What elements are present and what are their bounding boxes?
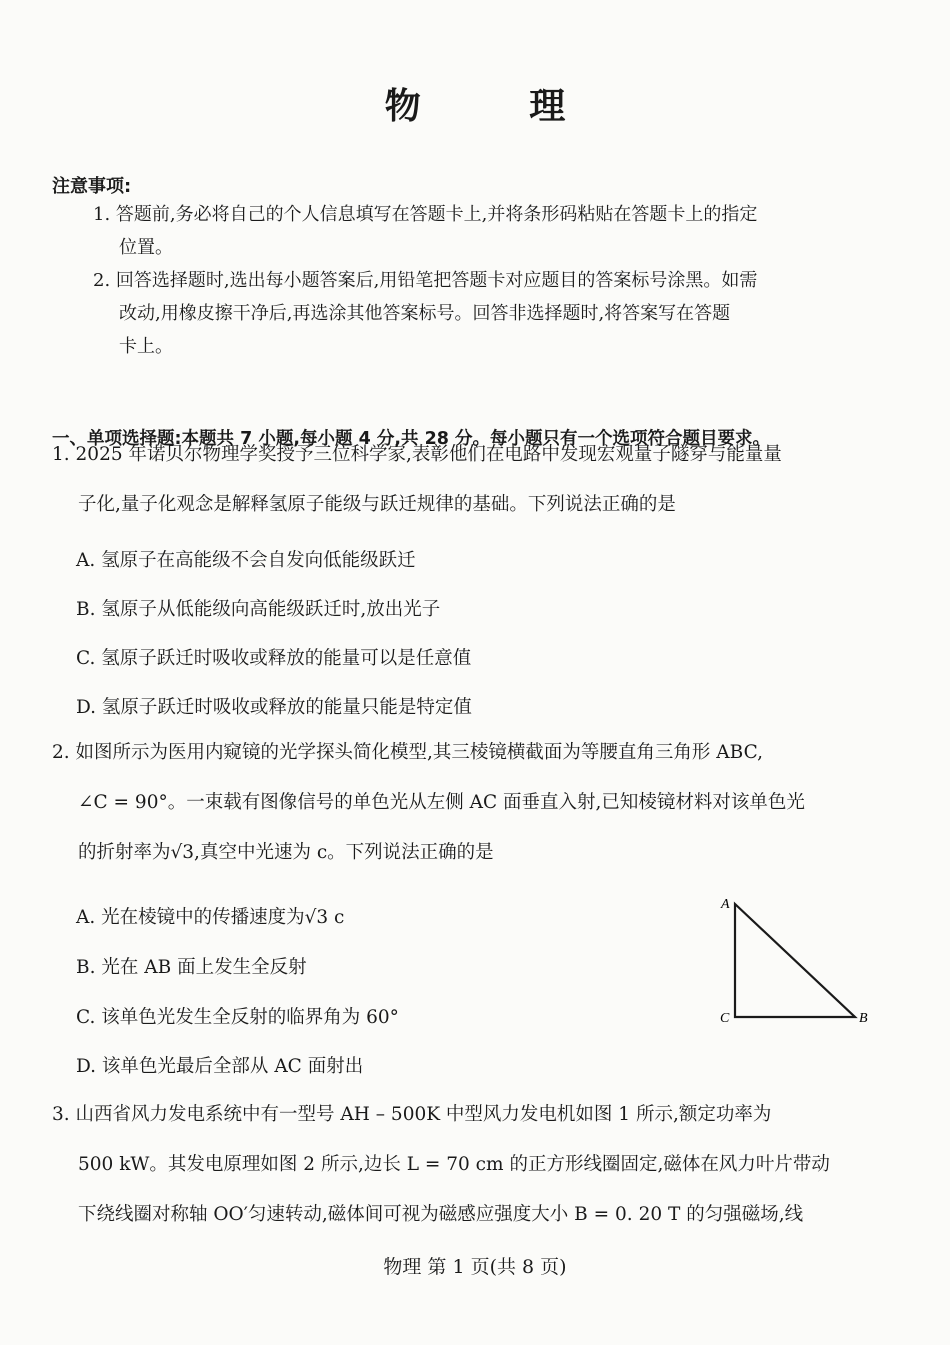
page-footer: 物理 第 1 页(共 8 页) xyxy=(383,1256,567,1278)
prism-triangle-figure xyxy=(715,892,880,1032)
notice-item-number: 2. xyxy=(93,270,111,291)
question-text: 子化,量子化观念是解释氢原子能级与跃迁规律的基础。下列说法正确的是 xyxy=(78,494,676,515)
question-text: 2. 如图所示为医用内窥镜的光学探头简化模型,其三棱镜横截面为等腰直角三角形 ABC, xyxy=(52,742,763,763)
option-d: D. 氢原子跃迁时吸收或释放的能量只能是特定值 xyxy=(76,697,472,718)
option-c: C. 该单色光发生全反射的临界角为 60° xyxy=(76,1007,399,1028)
question-3-line-3: 下绕线圈对称轴 OO′匀速转动,磁体间可视为磁感应强度大小 B = 0. 20 T 的匀强磁场,线 xyxy=(78,1204,804,1225)
question-text: 的折射率为√3,真空中光速为 c。下列说法正确的是 xyxy=(78,842,494,863)
notice-item-text: 答题前,务必将自己的个人信息填写在答题卡上,并将条形码粘贴在答题卡上的指定 xyxy=(115,204,758,225)
option-a: A. 氢原子在高能级不会自发向低能级跃迁 xyxy=(76,550,416,571)
question-3-line-2: 500 kW。其发电原理如图 2 所示,边长 L = 70 cm 的正方形线圈固定,磁体在风力叶片带动 xyxy=(78,1154,830,1175)
question-text: 1. 2025 年诺贝尔物理学奖授予三位科学家,表彰他们在电路中发现宏观量子隧穿与能量量 xyxy=(52,444,782,465)
section-heading: 一、单项选择题:本题共 7 小题,每小题 4 分,共 28 分。每小题只有一个选项符合题目要求。 xyxy=(52,429,771,449)
vertex-label-a: A xyxy=(721,897,730,912)
notice-item-2 xyxy=(93,264,871,363)
page-title: 物 理 xyxy=(384,86,614,127)
notice-heading: 注意事项: xyxy=(52,176,132,197)
notice-item-1 xyxy=(93,198,871,264)
triangle-abc xyxy=(735,904,855,1017)
notice-item-text: 回答选择题时,选出每小题答案后,用铅笔把答题卡对应题目的答案标号涂黑。如需 xyxy=(115,270,758,291)
vertex-label-b: B xyxy=(859,1011,868,1026)
question-3-line-1: 3. 山西省风力发电系统中有一型号 AH – 500K 中型风力发电机如图 1 所示,额定功率为 xyxy=(52,1104,772,1125)
option-b: B. 光在 AB 面上发生全反射 xyxy=(76,957,307,978)
vertex-label-c: C xyxy=(720,1011,730,1026)
notice-item-text: 卡上。 xyxy=(119,336,173,357)
option-d: D. 该单色光最后全部从 AC 面射出 xyxy=(76,1056,364,1077)
option-a: A. 光在棱镜中的传播速度为√3 c xyxy=(76,907,345,928)
notice-item-text: 改动,用橡皮擦干净后,再选涂其他答案标号。回答非选择题时,将答案写在答题 xyxy=(119,303,731,324)
option-c: C. 氢原子跃迁时吸收或释放的能量可以是任意值 xyxy=(76,648,472,669)
option-b: B. 氢原子从低能级向高能级跃迁时,放出光子 xyxy=(76,599,441,620)
question-text: ∠C = 90°。一束载有图像信号的单色光从左侧 AC 面垂直入射,已知棱镜材料对该单色光 xyxy=(78,792,805,813)
question-2 xyxy=(52,728,877,878)
question-1 xyxy=(52,430,877,530)
notice-item-text: 位置。 xyxy=(119,237,173,258)
notice-item-number: 1. xyxy=(93,204,111,225)
